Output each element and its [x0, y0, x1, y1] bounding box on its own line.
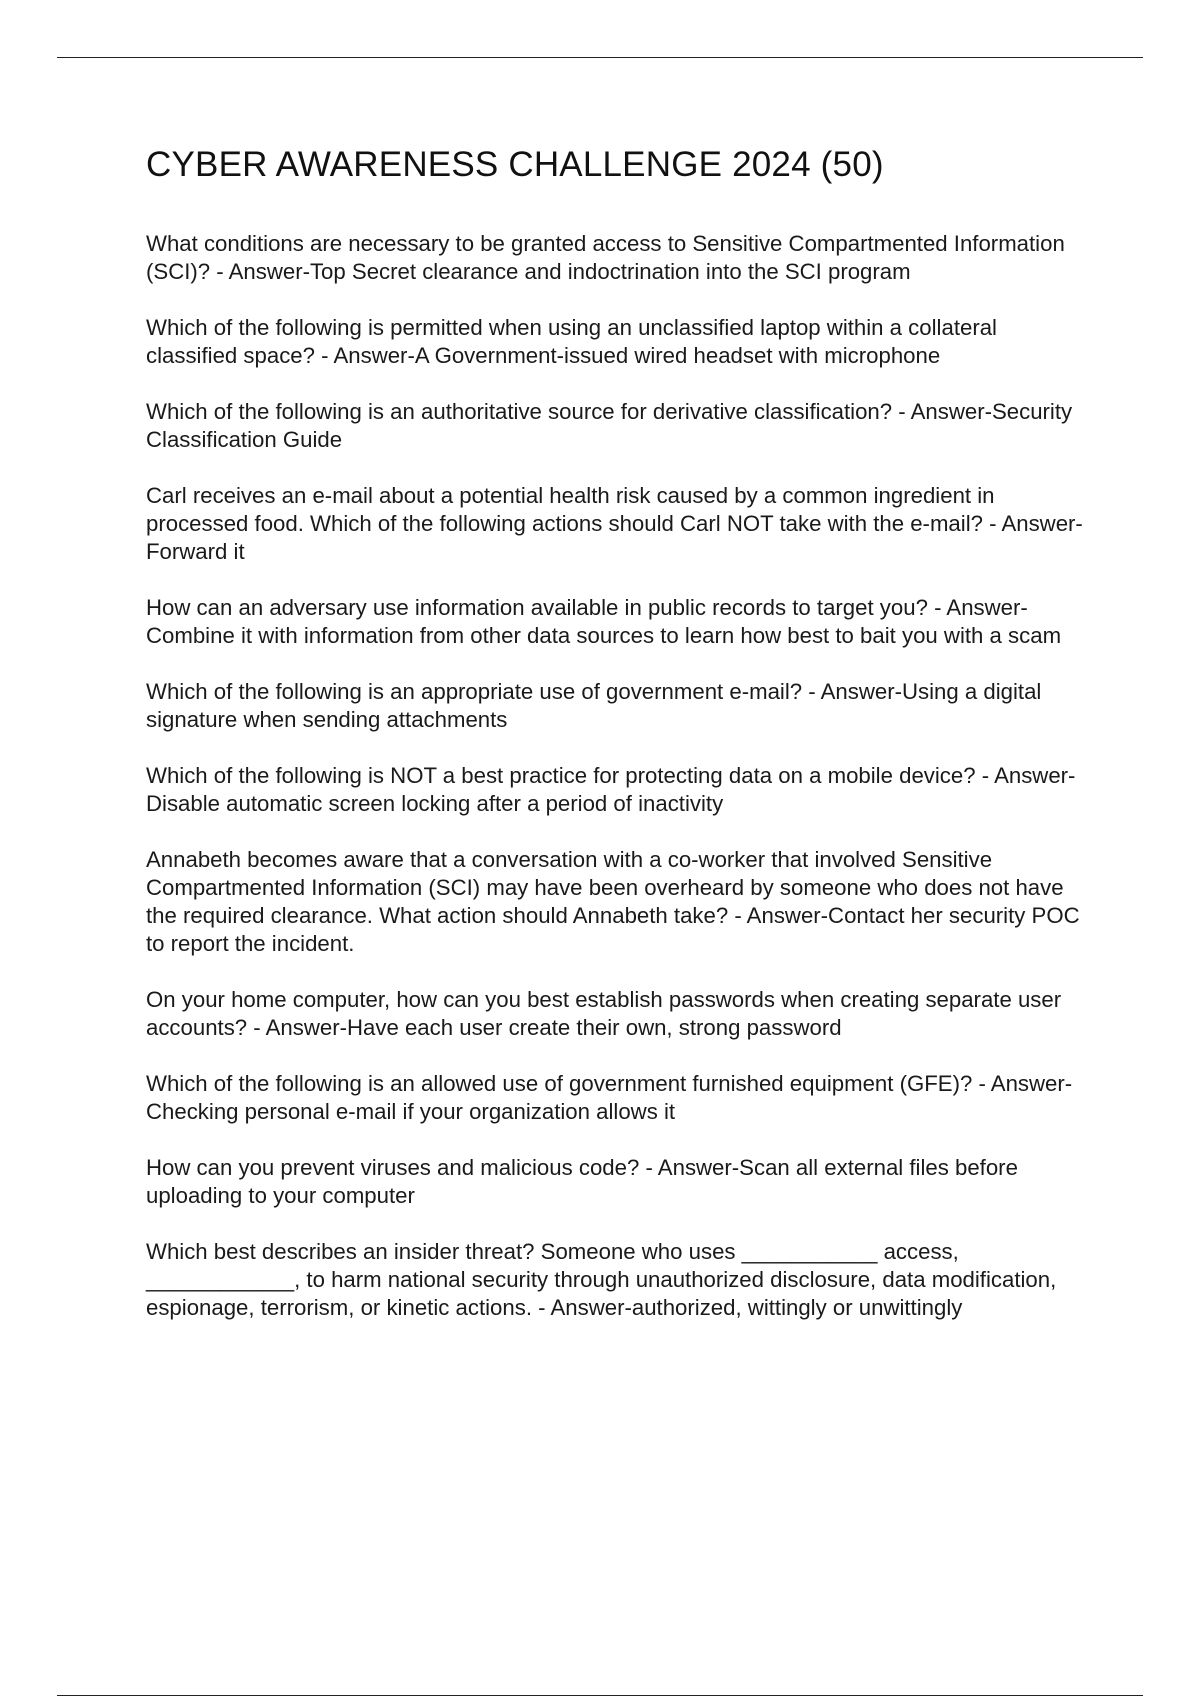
qa-item: Which of the following is an authoritative source for derivative classification? - Answer-Security Classification Guide: [146, 399, 1079, 452]
qa-item: Carl receives an e-mail about a potential health risk caused by a common ingredient in processed food. Which of the following actions should Carl NOT take with the e-mail? - Answer-Forward it: [146, 483, 1083, 564]
qa-item: Which of the following is NOT a best practice for protecting data on a mobile device? - Answer-Disable automatic screen locking after a period of inactivity: [146, 763, 1076, 816]
qa-item: How can you prevent viruses and malicious code? - Answer-Scan all external files before uploading to your computer: [146, 1155, 1025, 1208]
top-rule: [57, 57, 1143, 58]
qa-item: Which of the following is an appropriate use of government e-mail? - Answer-Using a digital signature when sending attachments: [146, 679, 1048, 732]
bottom-rule: [57, 1695, 1143, 1696]
qa-item: Annabeth becomes aware that a conversation with a co-worker that involved Sensitive Compartmented Information (SCI) may have been overheard by someone who does not have the required clearance. What action should Annabeth take? - Answer-Contact her security POC to report the incident.: [146, 847, 1086, 956]
document-body: [146, 140, 1086, 1350]
qa-list: [146, 230, 1086, 1322]
qa-item: Which best describes an insider threat? Someone who uses ___________ access, ____________, to harm national security through unauthorized disclosure, data modification, espionage, terrorism, or kinetic actions. - Answer-authorized, wittingly or unwittingly: [146, 1239, 1063, 1320]
qa-item: How can an adversary use information available in public records to target you? - Answer-Combine it with information from other data sources to learn how best to bait you with a scam: [146, 595, 1062, 648]
qa-item: On your home computer, how can you best establish passwords when creating separate user accounts? - Answer-Have each user create their own, strong password: [146, 987, 1068, 1040]
qa-item: Which of the following is permitted when using an unclassified laptop within a collateral classified space? - Answer-A Government-issued wired headset with microphone: [146, 315, 1004, 368]
qa-item: Which of the following is an allowed use of government furnished equipment (GFE)? - Answer-Checking personal e-mail if your organization allows it: [146, 1071, 1073, 1124]
document-title: CYBER AWARENESS CHALLENGE 2024 (50): [146, 145, 884, 184]
qa-item: What conditions are necessary to be granted access to Sensitive Compartmented Information (SCI)? - Answer-Top Secret clearance and indoctrination into the SCI program: [146, 231, 1071, 284]
